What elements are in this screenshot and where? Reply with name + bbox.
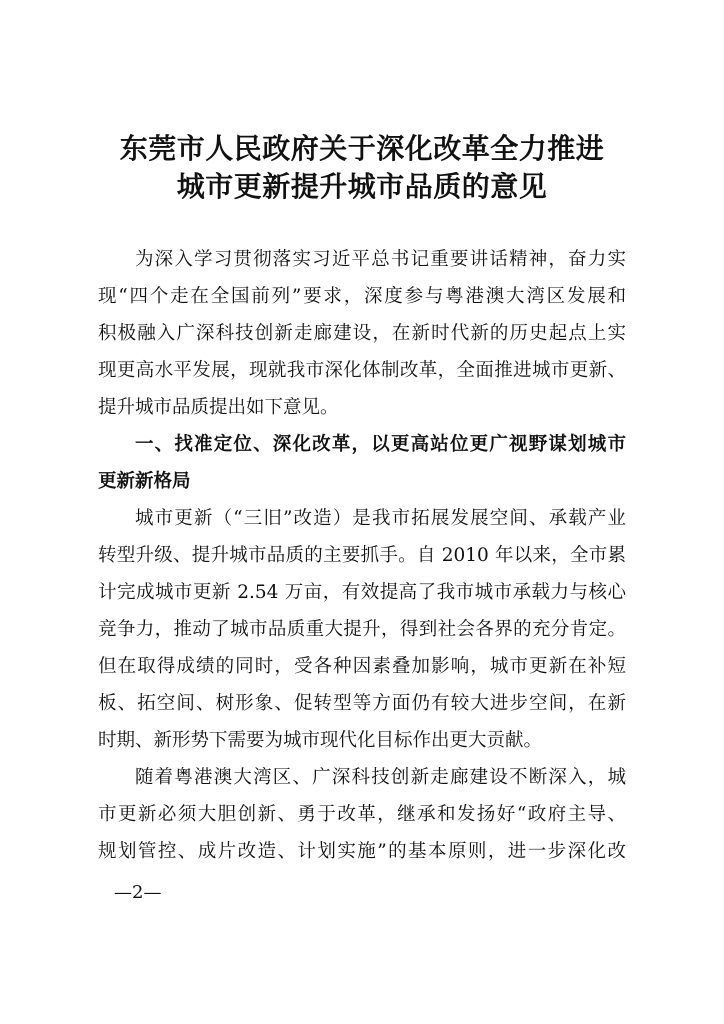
intro-paragraph-line: 为深入学习贯彻落实习近平总书记重要讲话精神，奋力实 — [135, 249, 626, 270]
section-1-heading-line: 更新新格局 — [98, 471, 191, 492]
section-1-paragraph-1-line: 但在取得成绩的同时，受各种因素叠加影响，城市更新在补短 — [98, 656, 626, 677]
section-1-paragraph-1-line: 时期、新形势下需要为城市现代化目标作出更大贡献。 — [98, 730, 543, 751]
document-title-line-1: 东莞市人民政府关于深化改革全力推进 — [119, 132, 605, 165]
section-1-paragraph-2-line: 市更新必须大胆创新、勇于改革，继承和发扬好“政府主导、 — [98, 804, 626, 825]
section-1-paragraph-2-line: 随着粤港澳大湾区、广深科技创新走廊建设不断深入，城 — [135, 767, 626, 788]
section-1-paragraph-2-line: 规划管控、成片改造、计划实施”的基本原则，进一步深化改 — [98, 841, 626, 862]
section-1-paragraph-1-line: 竞争力，推动了城市品质重大提升，得到社会各界的充分肯定。 — [98, 619, 626, 640]
intro-paragraph-line: 现“四个走在全国前列”要求，深度参与粤港澳大湾区发展和 — [98, 286, 626, 307]
page-number: —2— — [114, 882, 162, 903]
section-1-heading-line: 一、找准定位、深化改革，以更高站位更广视野谋划城市 — [135, 434, 626, 455]
section-1-paragraph-1-line: 计完成城市更新 2.54 万亩，有效提高了我市城市承载力与核心 — [98, 582, 626, 603]
intro-paragraph-line: 积极融入广深科技创新走廊建设，在新时代新的历史起点上实 — [98, 323, 626, 344]
document-title-line-2: 城市更新提升城市品质的意见 — [176, 170, 548, 203]
intro-paragraph-line: 提升城市品质提出如下意见。 — [98, 397, 339, 418]
section-1-paragraph-1-line: 城市更新（“三旧”改造）是我市拓展发展空间、承载产业 — [135, 508, 626, 529]
section-1-paragraph-1-line: 转型升级、提升城市品质的主要抓手。自 2010 年以来，全市累 — [98, 545, 626, 566]
intro-paragraph-line: 现更高水平发展，现就我市深化体制改革，全面推进城市更新、 — [98, 360, 626, 381]
section-1-paragraph-1-line: 板、拓空间、树形象、促转型等方面仍有较大进步空间，在新 — [98, 693, 626, 714]
